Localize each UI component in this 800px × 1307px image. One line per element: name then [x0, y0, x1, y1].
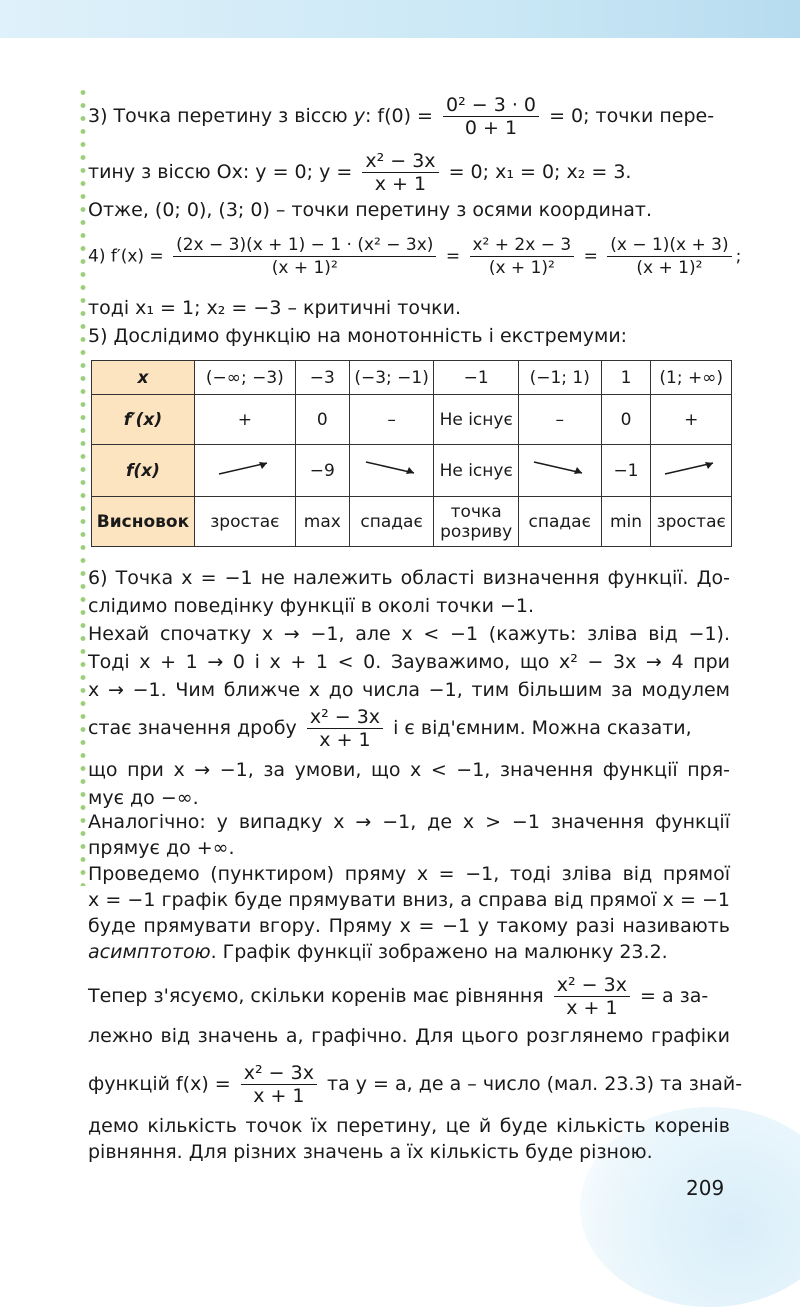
equals: =	[583, 246, 598, 267]
text-line-with-fraction	[88, 974, 730, 1019]
text: та y = a, де a – число (мал. 23.3) та знай-	[327, 1073, 743, 1095]
section5-title: 5) Дослідимо функцію на монотонність і екстремуми:	[88, 325, 628, 347]
arrow-down-icon	[530, 458, 590, 478]
table-cell: min	[601, 497, 651, 547]
section3-line1	[88, 94, 730, 139]
table-cell: Висновок	[92, 497, 195, 547]
fraction	[362, 150, 438, 195]
table-cell: –	[349, 395, 434, 445]
text-line: що при x → −1, за умови, що x < −1, значення функції пря-	[88, 759, 730, 781]
table-cell: +	[194, 395, 295, 445]
denominator: x + 1	[319, 729, 371, 751]
table-cell: зростає	[651, 497, 732, 547]
equals: =	[445, 246, 461, 267]
table-cell: зростає	[194, 497, 295, 547]
text: 3) Точка перетину з віссю	[88, 105, 348, 127]
table-cell: −9	[295, 445, 349, 497]
table-cell: спадає	[518, 497, 601, 547]
numerator: x² − 3x	[362, 150, 438, 173]
table-cell: f′(x)	[92, 395, 195, 445]
section3-line3: Отже, (0; 0), (3; 0) – точки перетину з осями координат.	[88, 199, 653, 221]
numerator: x² − 3x	[241, 1062, 317, 1085]
text: . Графік функції зображено на малюнку 23.2.	[210, 941, 668, 963]
text: = a за-	[640, 985, 709, 1007]
fraction	[307, 706, 383, 751]
text: Тепер з'ясуємо, скільки коренів має рівняння	[88, 985, 544, 1007]
fraction	[173, 234, 436, 279]
text-line: Тоді x + 1 → 0 і x + 1 < 0. Зауважимо, що x² − 3x → 4 при	[88, 651, 730, 673]
text-line: буде прямувати вгору. Пряму x = −1 у такому разі називають	[88, 915, 730, 937]
text: = 0; точки пере-	[549, 105, 715, 127]
text-line: слідимо поведінку функції в околі точки −1.	[88, 595, 535, 617]
table-cell: Не існує	[434, 395, 519, 445]
table-row	[92, 361, 732, 395]
text-line: Проведемо (пунктиром) пряму x = −1, тоді зліва від прямої	[88, 863, 730, 885]
text-line: демо кількість точок їх перетину, це й буде кількість коренів	[88, 1115, 730, 1137]
table-cell: max	[295, 497, 349, 547]
section3-line2	[88, 150, 730, 195]
text: ;	[735, 246, 742, 267]
text-line	[88, 940, 730, 964]
section4-critical-points: тоді x₁ = 1; x₂ = −3 – критичні точки.	[88, 297, 462, 319]
table-cell: Не існує	[434, 445, 519, 497]
text: тину з віссю Ox: y = 0; y =	[88, 161, 353, 183]
table-cell: −1	[434, 361, 519, 395]
numerator: x² − 3x	[307, 706, 383, 729]
text-line: прямує до +∞.	[88, 837, 235, 859]
text: і є від'ємним. Можна сказати,	[393, 717, 692, 739]
fraction	[554, 974, 630, 1019]
text-line: 6) Точка x = −1 не належить області визначення функції. До-	[88, 567, 730, 589]
table-row	[92, 395, 732, 445]
text-line: лежно від значень a, графічно. Для цього розглянемо графіки	[88, 1025, 730, 1047]
table-cell: 0	[601, 395, 651, 445]
text-line: x → −1. Чим ближче x до числа −1, тим більшим за модулем	[88, 679, 730, 701]
table-cell: 0	[295, 395, 349, 445]
arrow-up-icon	[215, 458, 275, 478]
decreasing-arrow	[518, 445, 601, 497]
italic-term: асимптотою	[88, 941, 211, 963]
table-cell: f(x)	[92, 445, 195, 497]
table-cell: спадає	[349, 497, 434, 547]
table-row	[92, 497, 732, 547]
text-line: мує до −∞.	[88, 787, 199, 809]
text-line: рівняння. Для різних значень a їх кількість буде різною.	[88, 1141, 653, 1163]
increasing-arrow	[651, 445, 732, 497]
arrow-up-icon	[661, 458, 721, 478]
text: : f(0) =	[364, 105, 433, 127]
numerator: 0² − 3 · 0	[443, 94, 539, 117]
text: = 0; x₁ = 0; x₂ = 3.	[448, 161, 632, 183]
page-number: 209	[686, 1176, 725, 1200]
table-cell: +	[651, 395, 732, 445]
table-cell: –	[518, 395, 601, 445]
text: 4) f′(x) =	[88, 246, 164, 267]
fraction	[470, 234, 575, 279]
numerator: (x − 1)(x + 3)	[607, 234, 731, 257]
denominator: (x + 1)²	[271, 258, 338, 278]
numerator: (2x − 3)(x + 1) − 1 · (x² − 3x)	[173, 234, 436, 257]
table-cell: (−1; 1)	[518, 361, 601, 395]
table-cell: −3	[295, 361, 349, 395]
table-cell: точка розриву	[434, 497, 519, 547]
text: стає значення дробу	[88, 717, 297, 739]
table-cell: x	[92, 361, 195, 395]
table-cell: (1; +∞)	[651, 361, 732, 395]
fraction	[607, 234, 731, 279]
table-cell: (−3; −1)	[349, 361, 434, 395]
table-cell: −1	[601, 445, 651, 497]
fraction	[443, 94, 539, 139]
numerator: x² − 3x	[554, 974, 630, 997]
text-line-with-fraction	[88, 706, 730, 751]
denominator: (x + 1)²	[488, 258, 555, 278]
denominator: (x + 1)²	[636, 258, 703, 278]
decreasing-arrow	[349, 445, 434, 497]
table-row	[92, 445, 732, 497]
table-cell: 1	[601, 361, 651, 395]
top-band	[0, 0, 800, 38]
dotted-margin-decoration	[78, 86, 88, 886]
text: функцій f(x) =	[88, 1073, 231, 1095]
denominator: 0 + 1	[464, 117, 518, 139]
denominator: x + 1	[374, 173, 427, 195]
increasing-arrow	[194, 445, 295, 497]
numerator: x² + 2x − 3	[470, 234, 575, 257]
denominator: x + 1	[253, 1085, 305, 1107]
text-line: Аналогічно: у випадку x → −1, де x > −1 значення функції	[88, 811, 730, 833]
table-cell: (−∞; −3)	[194, 361, 295, 395]
section4-derivative	[88, 234, 742, 279]
denominator: x + 1	[566, 997, 618, 1019]
text-line: x = −1 графік буде прямувати вниз, а справа від прямої x = −1	[88, 889, 730, 911]
var-y: y	[353, 105, 365, 127]
text-line-with-fraction	[88, 1062, 743, 1107]
text-line: Нехай спочатку x → −1, але x < −1 (кажуть: зліва від −1).	[88, 623, 730, 645]
arrow-down-icon	[362, 458, 422, 478]
monotonicity-table	[91, 360, 732, 547]
fraction	[241, 1062, 317, 1107]
